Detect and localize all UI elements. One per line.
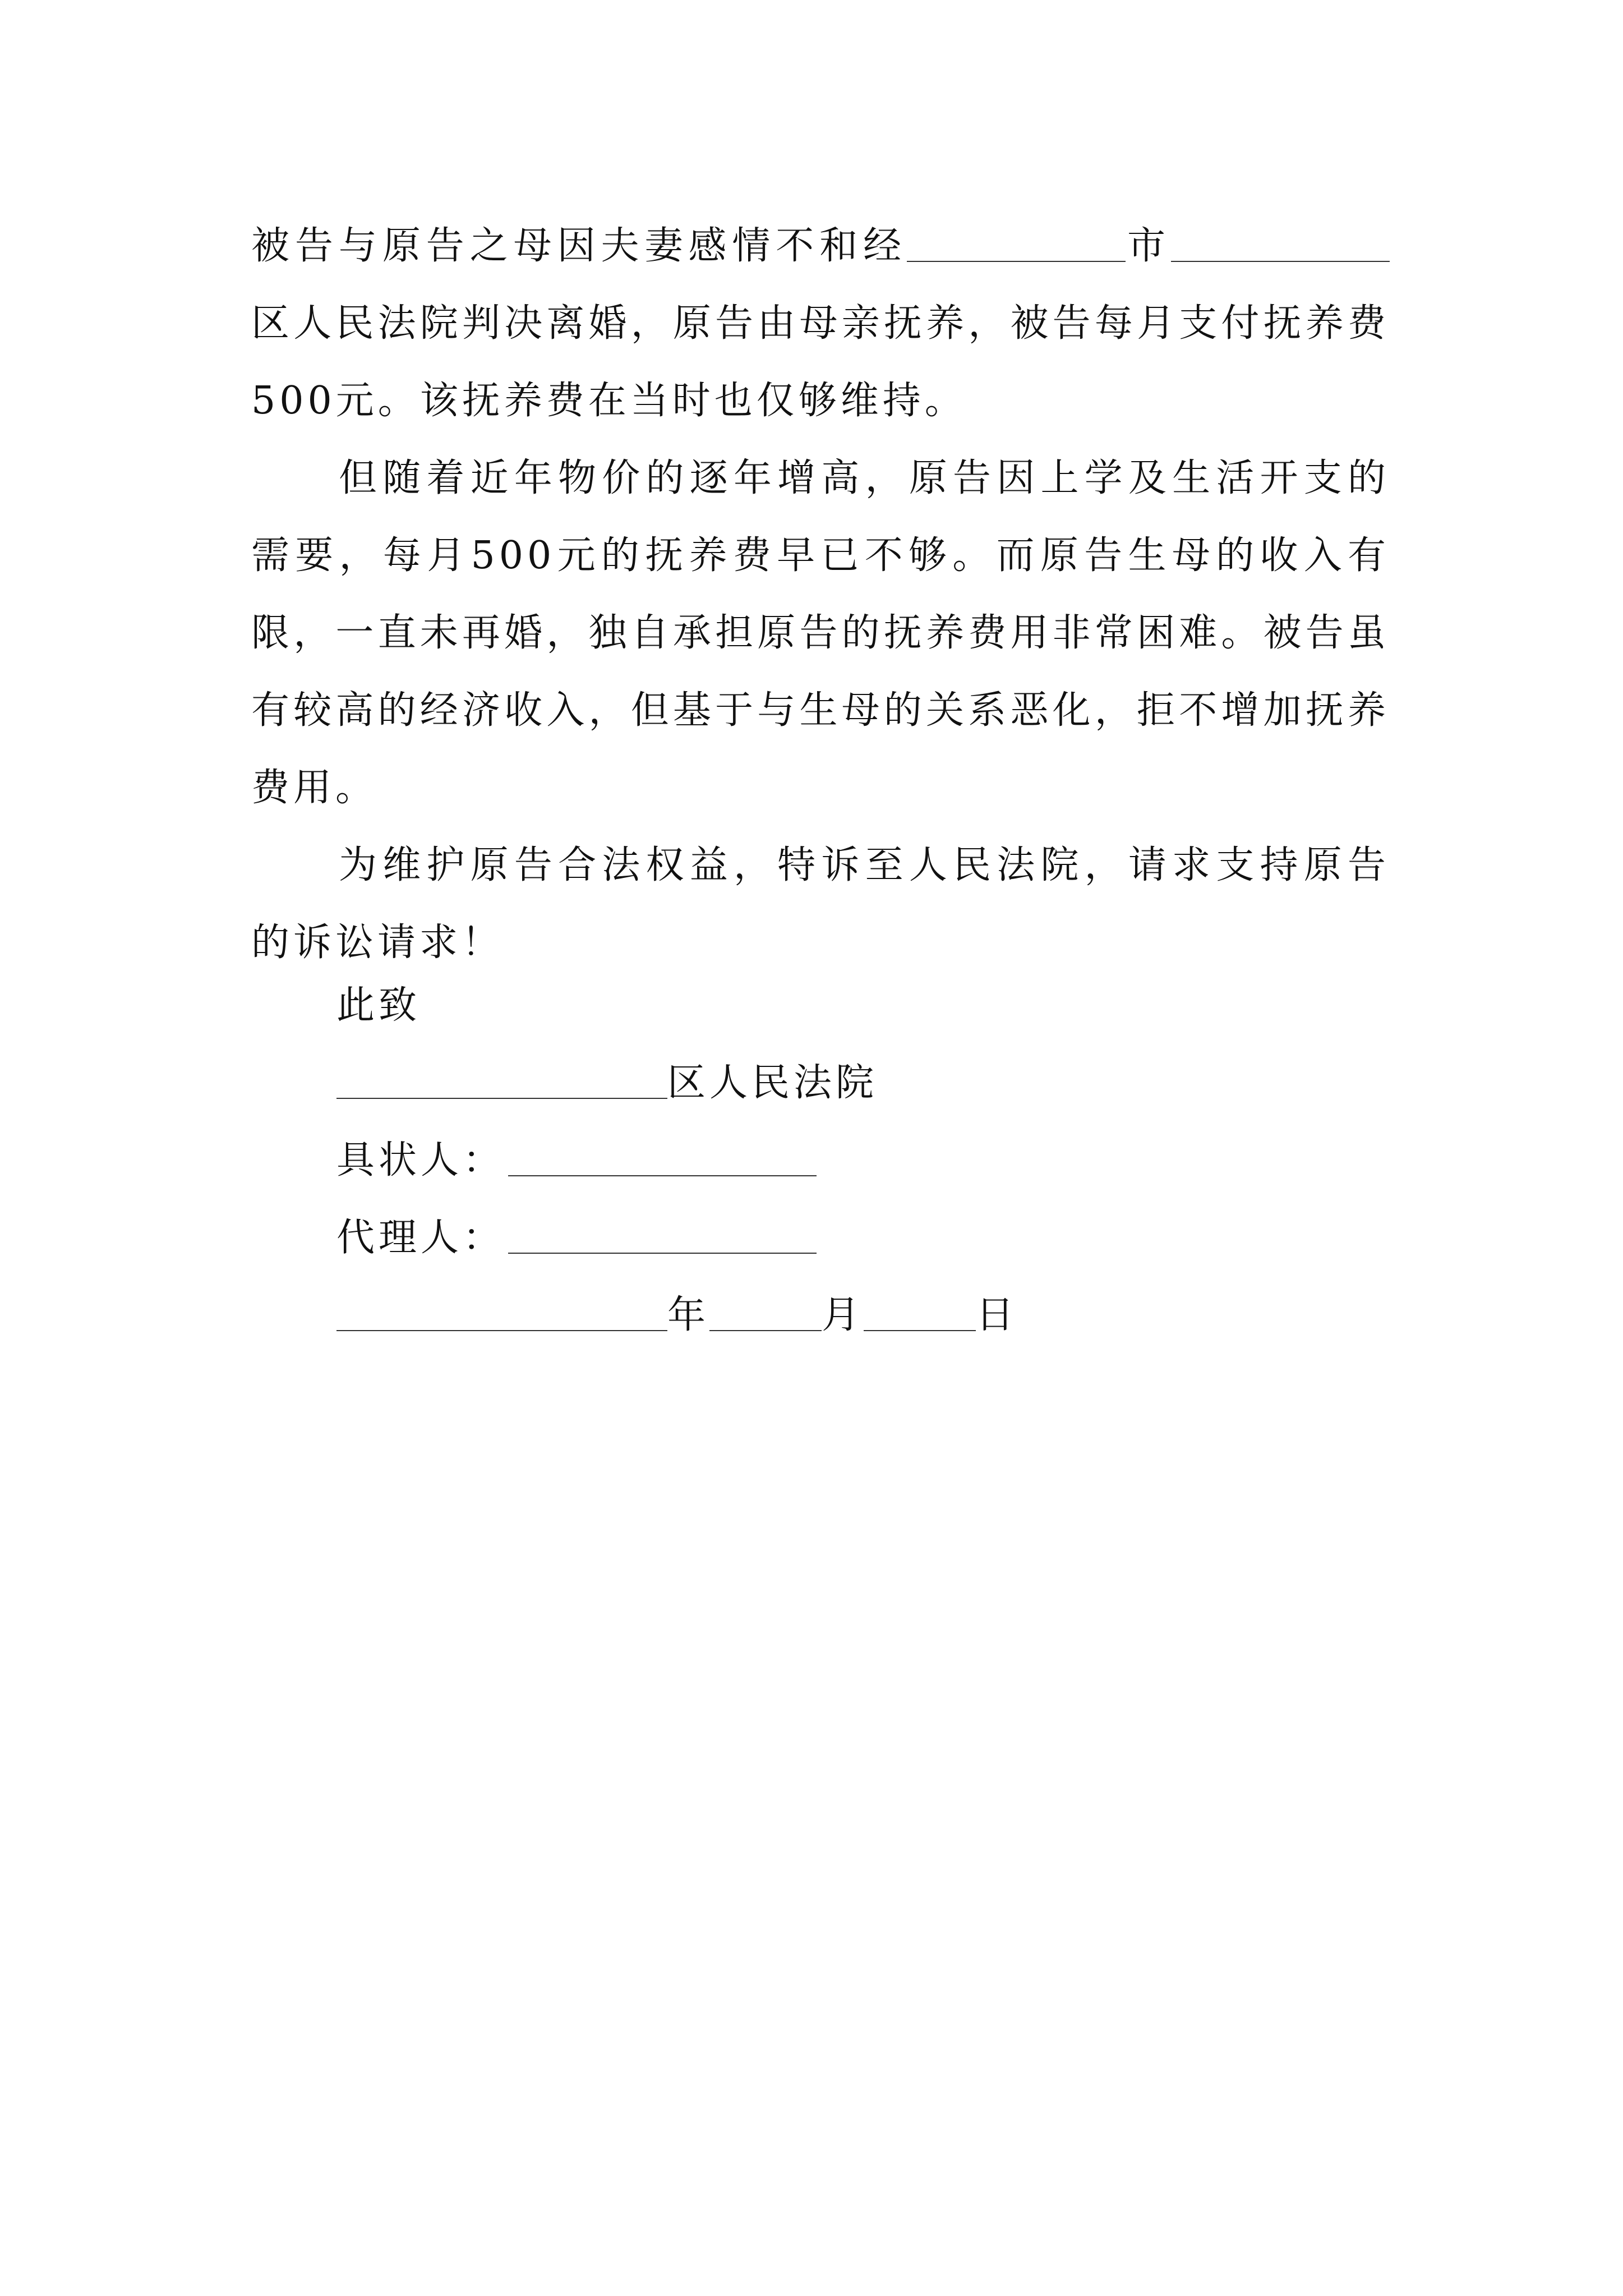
- agent-line: [336, 1207, 817, 1262]
- year-blank[interactable]: [336, 1296, 667, 1331]
- month-label: 月: [822, 1293, 864, 1337]
- date-line: [336, 1285, 1018, 1339]
- district-blank[interactable]: [1171, 227, 1390, 262]
- month-blank[interactable]: [709, 1296, 822, 1331]
- day-label: 日: [976, 1293, 1018, 1337]
- day-blank[interactable]: [864, 1296, 976, 1331]
- paragraph-divorce-background: [251, 208, 1390, 440]
- agent-label: 代理人：: [336, 1216, 505, 1260]
- plaintiff-label: 具状人：: [336, 1138, 505, 1182]
- paragraph-reasons: 但随着近年物价的逐年增高，原告因上学及生活开支的需要，每月500元的抚养费早已不够。而原告生母的收入有限，一直未再婚，独自承担原告的抚养费用非常困难。被告虽有较高的经济收入，但基于与生母的关系恶化，拒不增加抚养费用。: [251, 456, 1390, 810]
- court-suffix: 区人民法院: [667, 1061, 878, 1105]
- court-line: [336, 1052, 878, 1107]
- paragraph-request: 为维护原告合法权益，特诉至人民法院，请求支持原告的诉讼请求！: [251, 843, 1390, 965]
- closing-line: [336, 975, 421, 1029]
- city-blank[interactable]: [907, 227, 1126, 262]
- paragraph1-part1: 被告与原告之母因夫妻感情不和经: [251, 224, 907, 268]
- closing-text: 此致: [336, 983, 421, 1028]
- court-name-blank[interactable]: [336, 1064, 667, 1099]
- plaintiff-line: [336, 1130, 817, 1184]
- document-body: [251, 208, 1390, 982]
- paragraph1-part3: 区人民法院判决离婚，原告由母亲抚养，被告每月支付抚养费500元。该抚养费在当时也仅够维持。: [251, 301, 1390, 423]
- paragraph1-part2: 市: [1126, 224, 1171, 268]
- agent-signature-blank[interactable]: [508, 1219, 817, 1254]
- plaintiff-signature-blank[interactable]: [508, 1142, 817, 1176]
- year-label: 年: [667, 1293, 710, 1337]
